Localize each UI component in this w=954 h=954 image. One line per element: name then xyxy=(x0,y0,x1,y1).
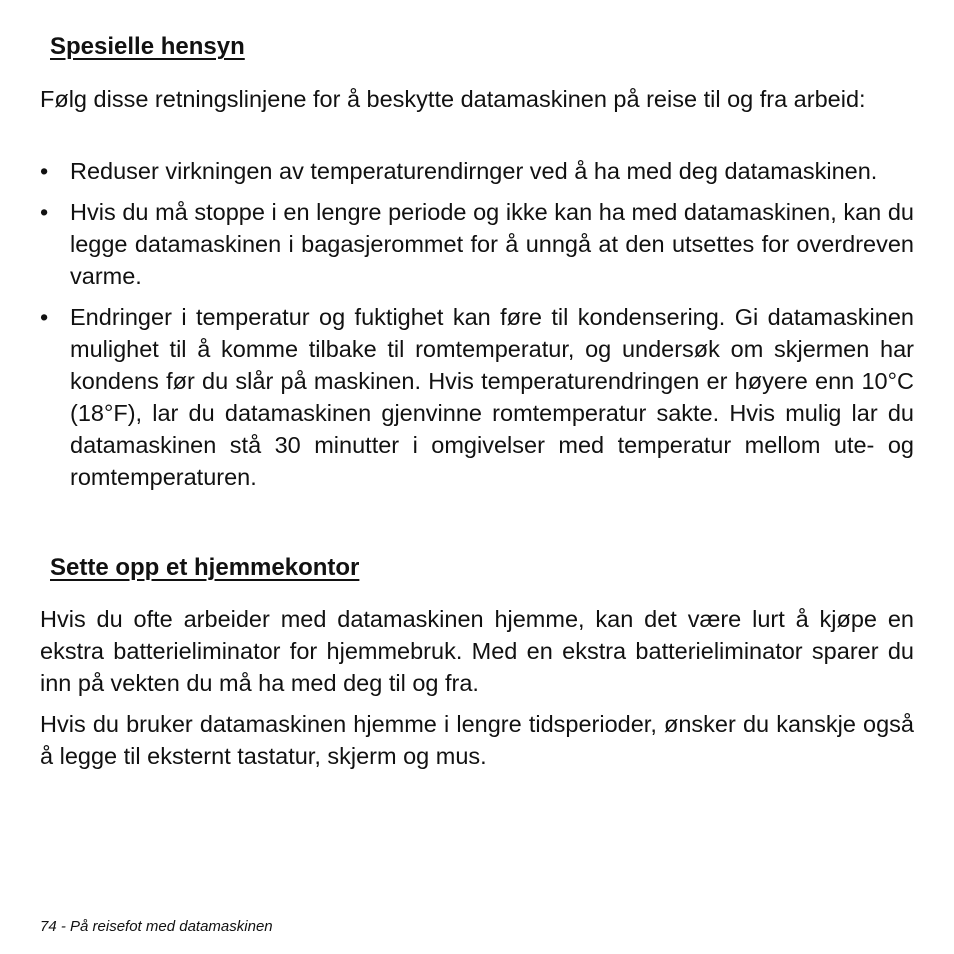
bullet-mark: • xyxy=(40,158,49,184)
body-paragraph: Hvis du ofte arbeider med datamaskinen hjemme, kan det være lurt å kjøpe en ekstra batterieliminator for hjemmebruk. Med en ekstra batterieliminator sparer du inn på vekten du må ha med deg til og fra. xyxy=(40,606,914,696)
section-heading-spesielle-hensyn: Spesielle hensyn xyxy=(50,33,245,60)
body-paragraph: Hvis du bruker datamaskinen hjemme i lengre tidsperioder, ønsker du kanskje også å legge til eksternt tastatur, skjerm og mus. xyxy=(40,711,914,769)
intro-paragraph: Følg disse retningslinjene for å beskytte datamaskinen på reise til og fra arbeid: xyxy=(40,86,866,112)
bullet-list xyxy=(40,155,914,502)
list-item xyxy=(40,196,914,292)
list-item-text: Reduser virkningen av temperaturendirnger ved å ha med deg datamaskinen. xyxy=(70,158,878,184)
section-heading-hjemmekontor: Sette opp et hjemmekontor xyxy=(50,554,360,581)
list-item-text: Hvis du må stoppe i en lengre periode og ikke kan ha med datamaskinen, kan du legge datamaskinen i bagasjerommet for å unngå at den utsettes for overdreven varme. xyxy=(70,199,914,289)
list-item xyxy=(40,301,914,493)
page-footer: 74 - På reisefot med datamaskinen xyxy=(40,918,273,935)
bullet-mark: • xyxy=(40,304,49,330)
bullet-mark: • xyxy=(40,199,49,225)
list-item xyxy=(40,155,914,187)
list-item-text: Endringer i temperatur og fuktighet kan føre til kondensering. Gi datamaskinen mulighet til å komme tilbake til romtemperatur, og undersøk om skjermen har kondens før du slår på maskinen. Hvis temperaturendringen er høyere enn 10°C (18°F), lar du datamaskinen gjenvinne romtemperatur sakte. Hvis mulig lar du datamaskinen stå 30 minutter i omgivelser med temperatur mellom ute- og romtemperaturen. xyxy=(70,304,914,490)
